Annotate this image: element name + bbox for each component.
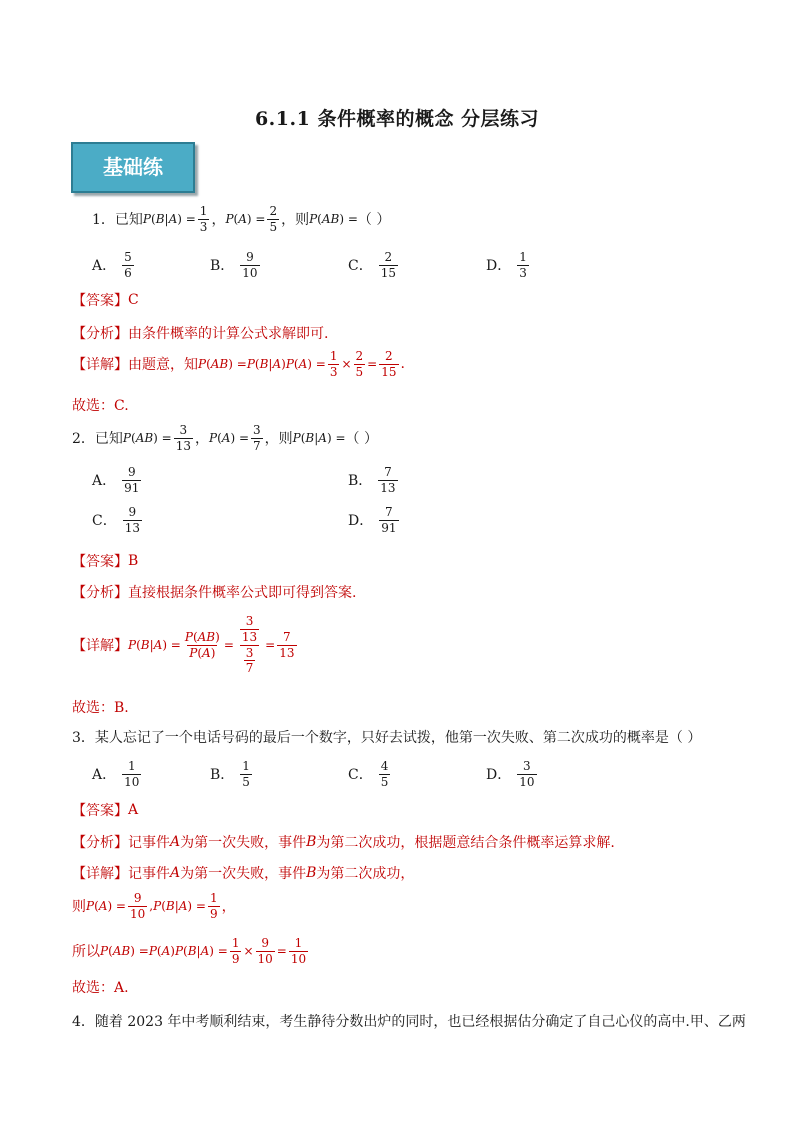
q3-conclusion: 故选：A.	[72, 980, 129, 996]
q1-frac-1-3: $\frac{1}{3}$	[199, 204, 208, 234]
q2-answer: 【答案】 B	[72, 553, 139, 570]
q3-option-a: A． $\frac{1}{10}$	[92, 759, 140, 789]
q1-number: 1．已知	[92, 212, 143, 229]
q3-option-c: C． $\frac{4}{5}$	[348, 759, 389, 789]
q1-option-b: B． $\frac{9}{10}$	[210, 250, 258, 280]
q1-option-c: C． $\frac{2}{15}$	[348, 250, 396, 280]
q3-analysis: 【分析】 记事件 A 为第一次失败，事件 B 为第二次成功，根据题意结合条件概率运算求解.	[72, 834, 615, 851]
section-banner: 基础练	[71, 142, 195, 193]
q2-analysis: 【分析】 直接根据条件概率公式即可得到答案.	[72, 585, 357, 601]
page-title: 6.1.1 条件概率的概念 分层练习	[254, 108, 540, 130]
q3-answer: 【答案】 A	[72, 802, 139, 819]
q2-option-b: B． $\frac{7}{13}$	[348, 465, 396, 495]
q1-conclusion: 故选：C.	[72, 398, 129, 414]
q1-stem: 1．已知 P ( B | A ) = $\frac{1}{3}$ ， P ( A ) = $\frac{2}{5}$ ，则 P ( AB ) = （ ）	[92, 204, 391, 234]
q3-option-d: D． $\frac{3}{10}$	[486, 759, 535, 789]
q2-detail: 【详解】 P ( B | A ) = $\frac{P(AB)}{P(A)}$ = $\frac{\frac{3}{13}}{\frac{3}{7}}$ = $\frac{7}{13}$	[72, 614, 295, 676]
q2-stem: 2．已知 P ( AB ) = $\frac{3}{13}$ ， P ( A ) = $\frac{3}{7}$ ，则 P ( B | A ) = （ ）	[72, 423, 378, 453]
q1-detail: 【详解】 由题意，知 P ( AB ) = P ( B | A ) P ( A ) = $\frac{1}{3}$ × $\frac{2}{5}$ = $\frac{2}{15}$ .	[72, 349, 405, 379]
q1-frac-2-5: $\frac{2}{5}$	[269, 204, 278, 234]
q1-option-d: D． $\frac{1}{3}$	[486, 250, 527, 280]
q3-detail: 【详解】 记事件 A 为第一次失败，事件 B 为第二次成功，	[72, 865, 415, 882]
q3-detail-so: 所以 P ( AB ) = P ( A ) P ( B | A ) = $\frac{1}{9}$ × $\frac{9}{10}$ = $\frac{1}{10}$	[72, 936, 307, 966]
q1-analysis: 【分析】 由条件概率的计算公式求解即可.	[72, 326, 329, 342]
q2-option-c: C． $\frac{9}{13}$	[92, 505, 140, 535]
q3-stem: 3．某人忘记了一个电话号码的最后一个数字，只好去试拨，他第一次失败、第二次成功的概率是（ ）	[72, 730, 702, 746]
q3-option-b: B． $\frac{1}{5}$	[210, 759, 250, 789]
q2-option-a: A． $\frac{9}{91}$	[92, 465, 140, 495]
q1-formula-pba: P	[142, 212, 151, 227]
q3-detail-then: 则 P ( A ) = $\frac{9}{10}$ , P ( B | A ) = $\frac{1}{9}$ ，	[72, 891, 236, 921]
q2-option-d: D． $\frac{7}{91}$	[348, 505, 397, 535]
q2-conclusion: 故选：B.	[72, 700, 129, 716]
q1-answer: 【答案】 C	[72, 292, 139, 309]
q1-option-a: A． $\frac{5}{6}$	[92, 250, 132, 280]
q4-stem: 4．随着 2023 年中考顺利结束，考生静待分数出炉的同时，也已经根据估分确定了自己心仪的高中.甲、乙两	[72, 1014, 746, 1030]
